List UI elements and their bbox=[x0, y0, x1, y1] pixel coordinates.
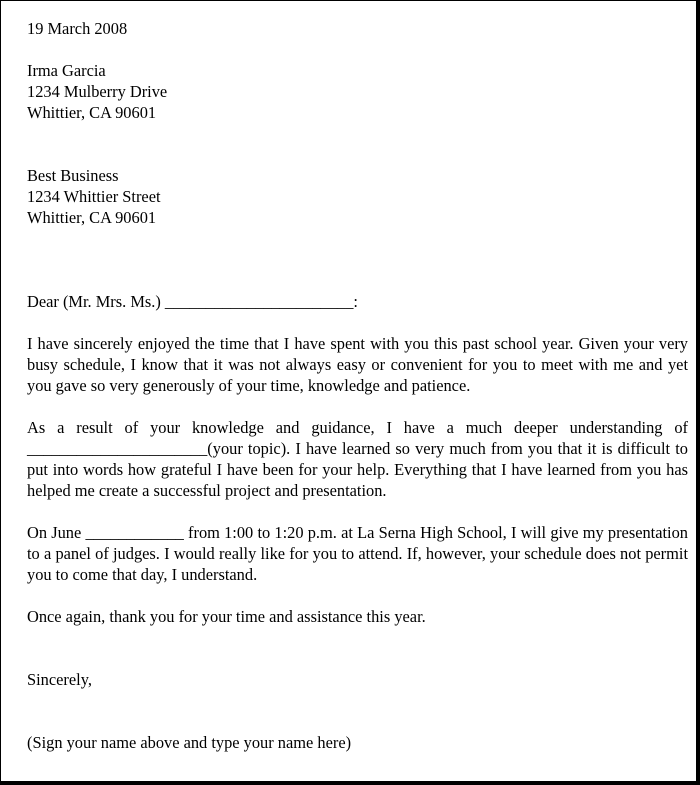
paragraph-thanks: Once again, thank you for your time and assistance this year. bbox=[27, 607, 426, 626]
recipient-name: Best Business bbox=[27, 166, 119, 185]
sender-name: Irma Garcia bbox=[27, 61, 106, 80]
salutation: Dear (Mr. Mrs. Ms.) _______________________: bbox=[27, 292, 358, 311]
recipient-city: Whittier, CA 90601 bbox=[27, 208, 157, 227]
sender-city: Whittier, CA 90601 bbox=[27, 103, 157, 122]
paragraph-gratitude: I have sincerely enjoyed the time that I have spent with you this past school year. Given your very busy schedule, I know that it was not always easy or convenient for you to meet with me and yet you gave so very generously of your time, knowledge and patience. bbox=[27, 334, 688, 395]
closing: Sincerely, bbox=[27, 670, 92, 689]
sender-address bbox=[27, 60, 688, 123]
letter-date: 19 March 2008 bbox=[27, 19, 128, 38]
recipient-address bbox=[27, 165, 688, 228]
paragraph-knowledge: As a result of your knowledge and guidance, I have a much deeper understanding of ______________________(your topic). I have learned so very much from you that it is difficult to put into words how grateful I have been for your help. Everything that I have learned from you has helped me create a successful project and presentation. bbox=[27, 418, 688, 500]
recipient-street: 1234 Whittier Street bbox=[27, 187, 161, 206]
signature-instruction: (Sign your name above and type your name here) bbox=[27, 733, 352, 752]
letter-body bbox=[27, 18, 688, 753]
paragraph-invitation: On June ____________ from 1:00 to 1:20 p.m. at La Serna High School, I will give my presentation to a panel of judges. I would really like for you to attend. If, however, your schedule does not permit you to come that day, I understand. bbox=[27, 523, 688, 584]
sender-street: 1234 Mulberry Drive bbox=[27, 82, 168, 101]
